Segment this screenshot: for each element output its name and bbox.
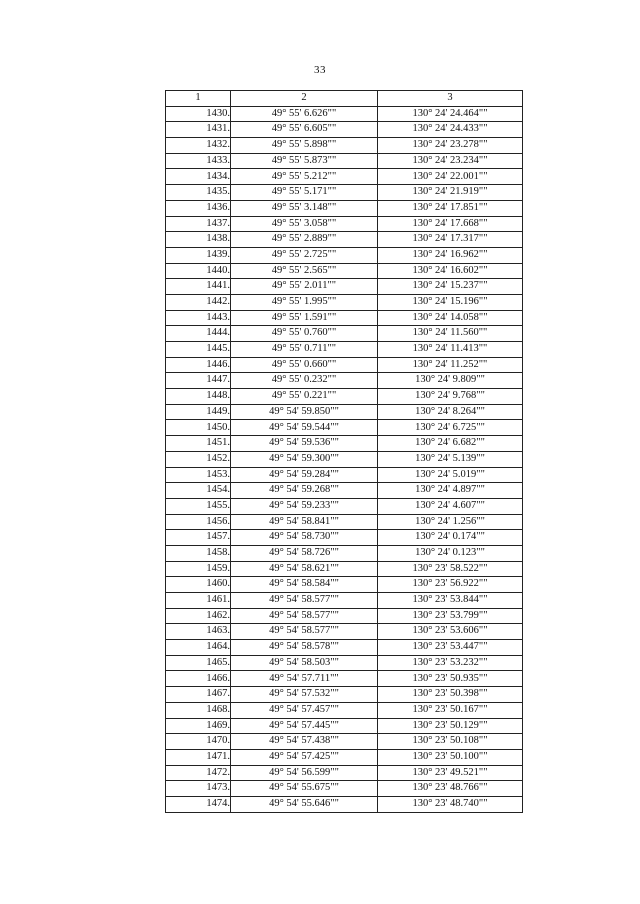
longitude-cell: 130° 23' 53.447"" [378,640,523,656]
point-number-cell: 1461. [166,593,231,609]
longitude-cell: 130° 24' 24.464"" [378,106,523,122]
point-number-cell: 1442. [166,294,231,310]
longitude-cell: 130° 23' 50.100"" [378,749,523,765]
latitude-cell: 49° 54' 58.584"" [231,577,378,593]
point-number-cell: 1439. [166,247,231,263]
longitude-cell: 130° 24' 4.897"" [378,483,523,499]
point-number-cell: 1450. [166,420,231,436]
latitude-cell: 49° 54' 58.621"" [231,561,378,577]
point-number-cell: 1470. [166,734,231,750]
longitude-cell: 130° 24' 5.019"" [378,467,523,483]
point-number-cell: 1436. [166,200,231,216]
latitude-cell: 49° 55' 0.660"" [231,357,378,373]
table-row [166,593,523,609]
table-row [166,420,523,436]
table-row [166,389,523,405]
point-number-cell: 1467. [166,687,231,703]
longitude-cell: 130° 23' 50.167"" [378,702,523,718]
table-row [166,169,523,185]
point-number-cell: 1444. [166,326,231,342]
longitude-cell: 130° 23' 53.844"" [378,593,523,609]
table-row [166,530,523,546]
point-number-cell: 1462. [166,608,231,624]
longitude-cell: 130° 24' 15.237"" [378,279,523,295]
table-row [166,232,523,248]
point-number-cell: 1449. [166,404,231,420]
latitude-cell: 49° 55' 2.011"" [231,279,378,295]
latitude-cell: 49° 54' 59.300"" [231,451,378,467]
table-row [166,153,523,169]
point-number-cell: 1457. [166,530,231,546]
longitude-cell: 130° 23' 53.606"" [378,624,523,640]
table-row [166,185,523,201]
longitude-cell: 130° 24' 1.256"" [378,514,523,530]
longitude-cell: 130° 24' 4.607"" [378,498,523,514]
longitude-cell: 130° 24' 15.196"" [378,294,523,310]
longitude-cell: 130° 24' 16.602"" [378,263,523,279]
point-number-cell: 1468. [166,702,231,718]
longitude-cell: 130° 24' 0.174"" [378,530,523,546]
table-row [166,294,523,310]
longitude-cell: 130° 24' 14.058"" [378,310,523,326]
table-row [166,467,523,483]
latitude-cell: 49° 54' 59.284"" [231,467,378,483]
longitude-cell: 130° 23' 50.935"" [378,671,523,687]
table-row [166,702,523,718]
table-row [166,608,523,624]
point-number-cell: 1448. [166,389,231,405]
point-number-cell: 1458. [166,545,231,561]
point-number-cell: 1431. [166,122,231,138]
latitude-cell: 49° 55' 2.889"" [231,232,378,248]
table-header [166,91,523,107]
header-col-1: 1 [166,91,231,107]
latitude-cell: 49° 55' 0.221"" [231,389,378,405]
point-number-cell: 1446. [166,357,231,373]
latitude-cell: 49° 54' 58.503"" [231,655,378,671]
point-number-cell: 1434. [166,169,231,185]
point-number-cell: 1441. [166,279,231,295]
point-number-cell: 1435. [166,185,231,201]
table-row [166,342,523,358]
table-row [166,373,523,389]
latitude-cell: 49° 55' 0.232"" [231,373,378,389]
latitude-cell: 49° 55' 6.605"" [231,122,378,138]
header-col-3: 3 [378,91,523,107]
table-row [166,216,523,232]
table-row [166,310,523,326]
table-row [166,122,523,138]
longitude-cell: 130° 23' 49.521"" [378,765,523,781]
point-number-cell: 1451. [166,436,231,452]
point-number-cell: 1454. [166,483,231,499]
point-number-cell: 1445. [166,342,231,358]
longitude-cell: 130° 23' 56.922"" [378,577,523,593]
point-number-cell: 1453. [166,467,231,483]
table-row [166,279,523,295]
latitude-cell: 49° 55' 5.171"" [231,185,378,201]
latitude-cell: 49° 54' 57.457"" [231,702,378,718]
longitude-cell: 130° 24' 11.560"" [378,326,523,342]
latitude-cell: 49° 54' 57.425"" [231,749,378,765]
point-number-cell: 1456. [166,514,231,530]
latitude-cell: 49° 54' 58.730"" [231,530,378,546]
latitude-cell: 49° 54' 57.532"" [231,687,378,703]
table-row [166,624,523,640]
longitude-cell: 130° 24' 17.851"" [378,200,523,216]
point-number-cell: 1437. [166,216,231,232]
point-number-cell: 1466. [166,671,231,687]
point-number-cell: 1430. [166,106,231,122]
coordinates-table [165,90,523,813]
longitude-cell: 130° 24' 23.278"" [378,138,523,154]
table-row [166,671,523,687]
point-number-cell: 1463. [166,624,231,640]
point-number-cell: 1469. [166,718,231,734]
table-row [166,451,523,467]
longitude-cell: 130° 24' 17.317"" [378,232,523,248]
latitude-cell: 49° 54' 58.577"" [231,624,378,640]
longitude-cell: 130° 24' 6.682"" [378,436,523,452]
table-row [166,577,523,593]
table-row [166,765,523,781]
longitude-cell: 130° 23' 48.766"" [378,781,523,797]
table-row [166,138,523,154]
point-number-cell: 1440. [166,263,231,279]
longitude-cell: 130° 24' 5.139"" [378,451,523,467]
point-number-cell: 1432. [166,138,231,154]
longitude-cell: 130° 24' 22.001"" [378,169,523,185]
page-number: 33 [314,64,326,76]
longitude-cell: 130° 24' 16.962"" [378,247,523,263]
table-row [166,514,523,530]
table-row [166,718,523,734]
point-number-cell: 1473. [166,781,231,797]
table-row [166,326,523,342]
longitude-cell: 130° 24' 9.768"" [378,389,523,405]
table-row [166,687,523,703]
table-row [166,483,523,499]
longitude-cell: 130° 23' 50.398"" [378,687,523,703]
latitude-cell: 49° 54' 59.268"" [231,483,378,499]
point-number-cell: 1471. [166,749,231,765]
point-number-cell: 1474. [166,796,231,812]
latitude-cell: 49° 54' 59.850"" [231,404,378,420]
longitude-cell: 130° 24' 23.234"" [378,153,523,169]
latitude-cell: 49° 55' 1.591"" [231,310,378,326]
header-row [166,91,523,107]
table-row [166,545,523,561]
longitude-cell: 130° 23' 50.108"" [378,734,523,750]
longitude-cell: 130° 24' 21.919"" [378,185,523,201]
table-row [166,200,523,216]
table-row [166,655,523,671]
longitude-cell: 130° 24' 11.413"" [378,342,523,358]
point-number-cell: 1455. [166,498,231,514]
point-number-cell: 1433. [166,153,231,169]
point-number-cell: 1447. [166,373,231,389]
point-number-cell: 1452. [166,451,231,467]
table-row [166,781,523,797]
longitude-cell: 130° 23' 58.522"" [378,561,523,577]
latitude-cell: 49° 54' 58.577"" [231,608,378,624]
table-row [166,561,523,577]
point-number-cell: 1464. [166,640,231,656]
latitude-cell: 49° 55' 3.148"" [231,200,378,216]
latitude-cell: 49° 54' 59.544"" [231,420,378,436]
latitude-cell: 49° 54' 59.536"" [231,436,378,452]
longitude-cell: 130° 23' 53.799"" [378,608,523,624]
latitude-cell: 49° 54' 59.233"" [231,498,378,514]
point-number-cell: 1443. [166,310,231,326]
header-col-2: 2 [231,91,378,107]
latitude-cell: 49° 55' 2.565"" [231,263,378,279]
latitude-cell: 49° 54' 56.599"" [231,765,378,781]
point-number-cell: 1438. [166,232,231,248]
latitude-cell: 49° 54' 58.726"" [231,545,378,561]
table-row [166,106,523,122]
point-number-cell: 1465. [166,655,231,671]
latitude-cell: 49° 55' 5.898"" [231,138,378,154]
table-row [166,498,523,514]
table-row [166,734,523,750]
longitude-cell: 130° 23' 53.232"" [378,655,523,671]
latitude-cell: 49° 54' 57.711"" [231,671,378,687]
latitude-cell: 49° 55' 0.760"" [231,326,378,342]
latitude-cell: 49° 54' 57.445"" [231,718,378,734]
table-row [166,404,523,420]
table-body [166,106,523,812]
point-number-cell: 1460. [166,577,231,593]
longitude-cell: 130° 23' 48.740"" [378,796,523,812]
longitude-cell: 130° 24' 9.809"" [378,373,523,389]
latitude-cell: 49° 55' 0.711"" [231,342,378,358]
longitude-cell: 130° 24' 11.252"" [378,357,523,373]
latitude-cell: 49° 54' 57.438"" [231,734,378,750]
latitude-cell: 49° 55' 2.725"" [231,247,378,263]
table-row [166,640,523,656]
latitude-cell: 49° 55' 6.626"" [231,106,378,122]
longitude-cell: 130° 24' 17.668"" [378,216,523,232]
table-row [166,796,523,812]
latitude-cell: 49° 55' 1.995"" [231,294,378,310]
table-row [166,263,523,279]
longitude-cell: 130° 23' 50.129"" [378,718,523,734]
table-row [166,247,523,263]
longitude-cell: 130° 24' 6.725"" [378,420,523,436]
longitude-cell: 130° 24' 0.123"" [378,545,523,561]
latitude-cell: 49° 55' 5.212"" [231,169,378,185]
point-number-cell: 1472. [166,765,231,781]
latitude-cell: 49° 54' 55.646"" [231,796,378,812]
longitude-cell: 130° 24' 8.264"" [378,404,523,420]
longitude-cell: 130° 24' 24.433"" [378,122,523,138]
table-row [166,436,523,452]
latitude-cell: 49° 54' 58.841"" [231,514,378,530]
table-row [166,749,523,765]
point-number-cell: 1459. [166,561,231,577]
latitude-cell: 49° 54' 55.675"" [231,781,378,797]
latitude-cell: 49° 54' 58.577"" [231,593,378,609]
table-row [166,357,523,373]
latitude-cell: 49° 55' 3.058"" [231,216,378,232]
latitude-cell: 49° 54' 58.578"" [231,640,378,656]
latitude-cell: 49° 55' 5.873"" [231,153,378,169]
